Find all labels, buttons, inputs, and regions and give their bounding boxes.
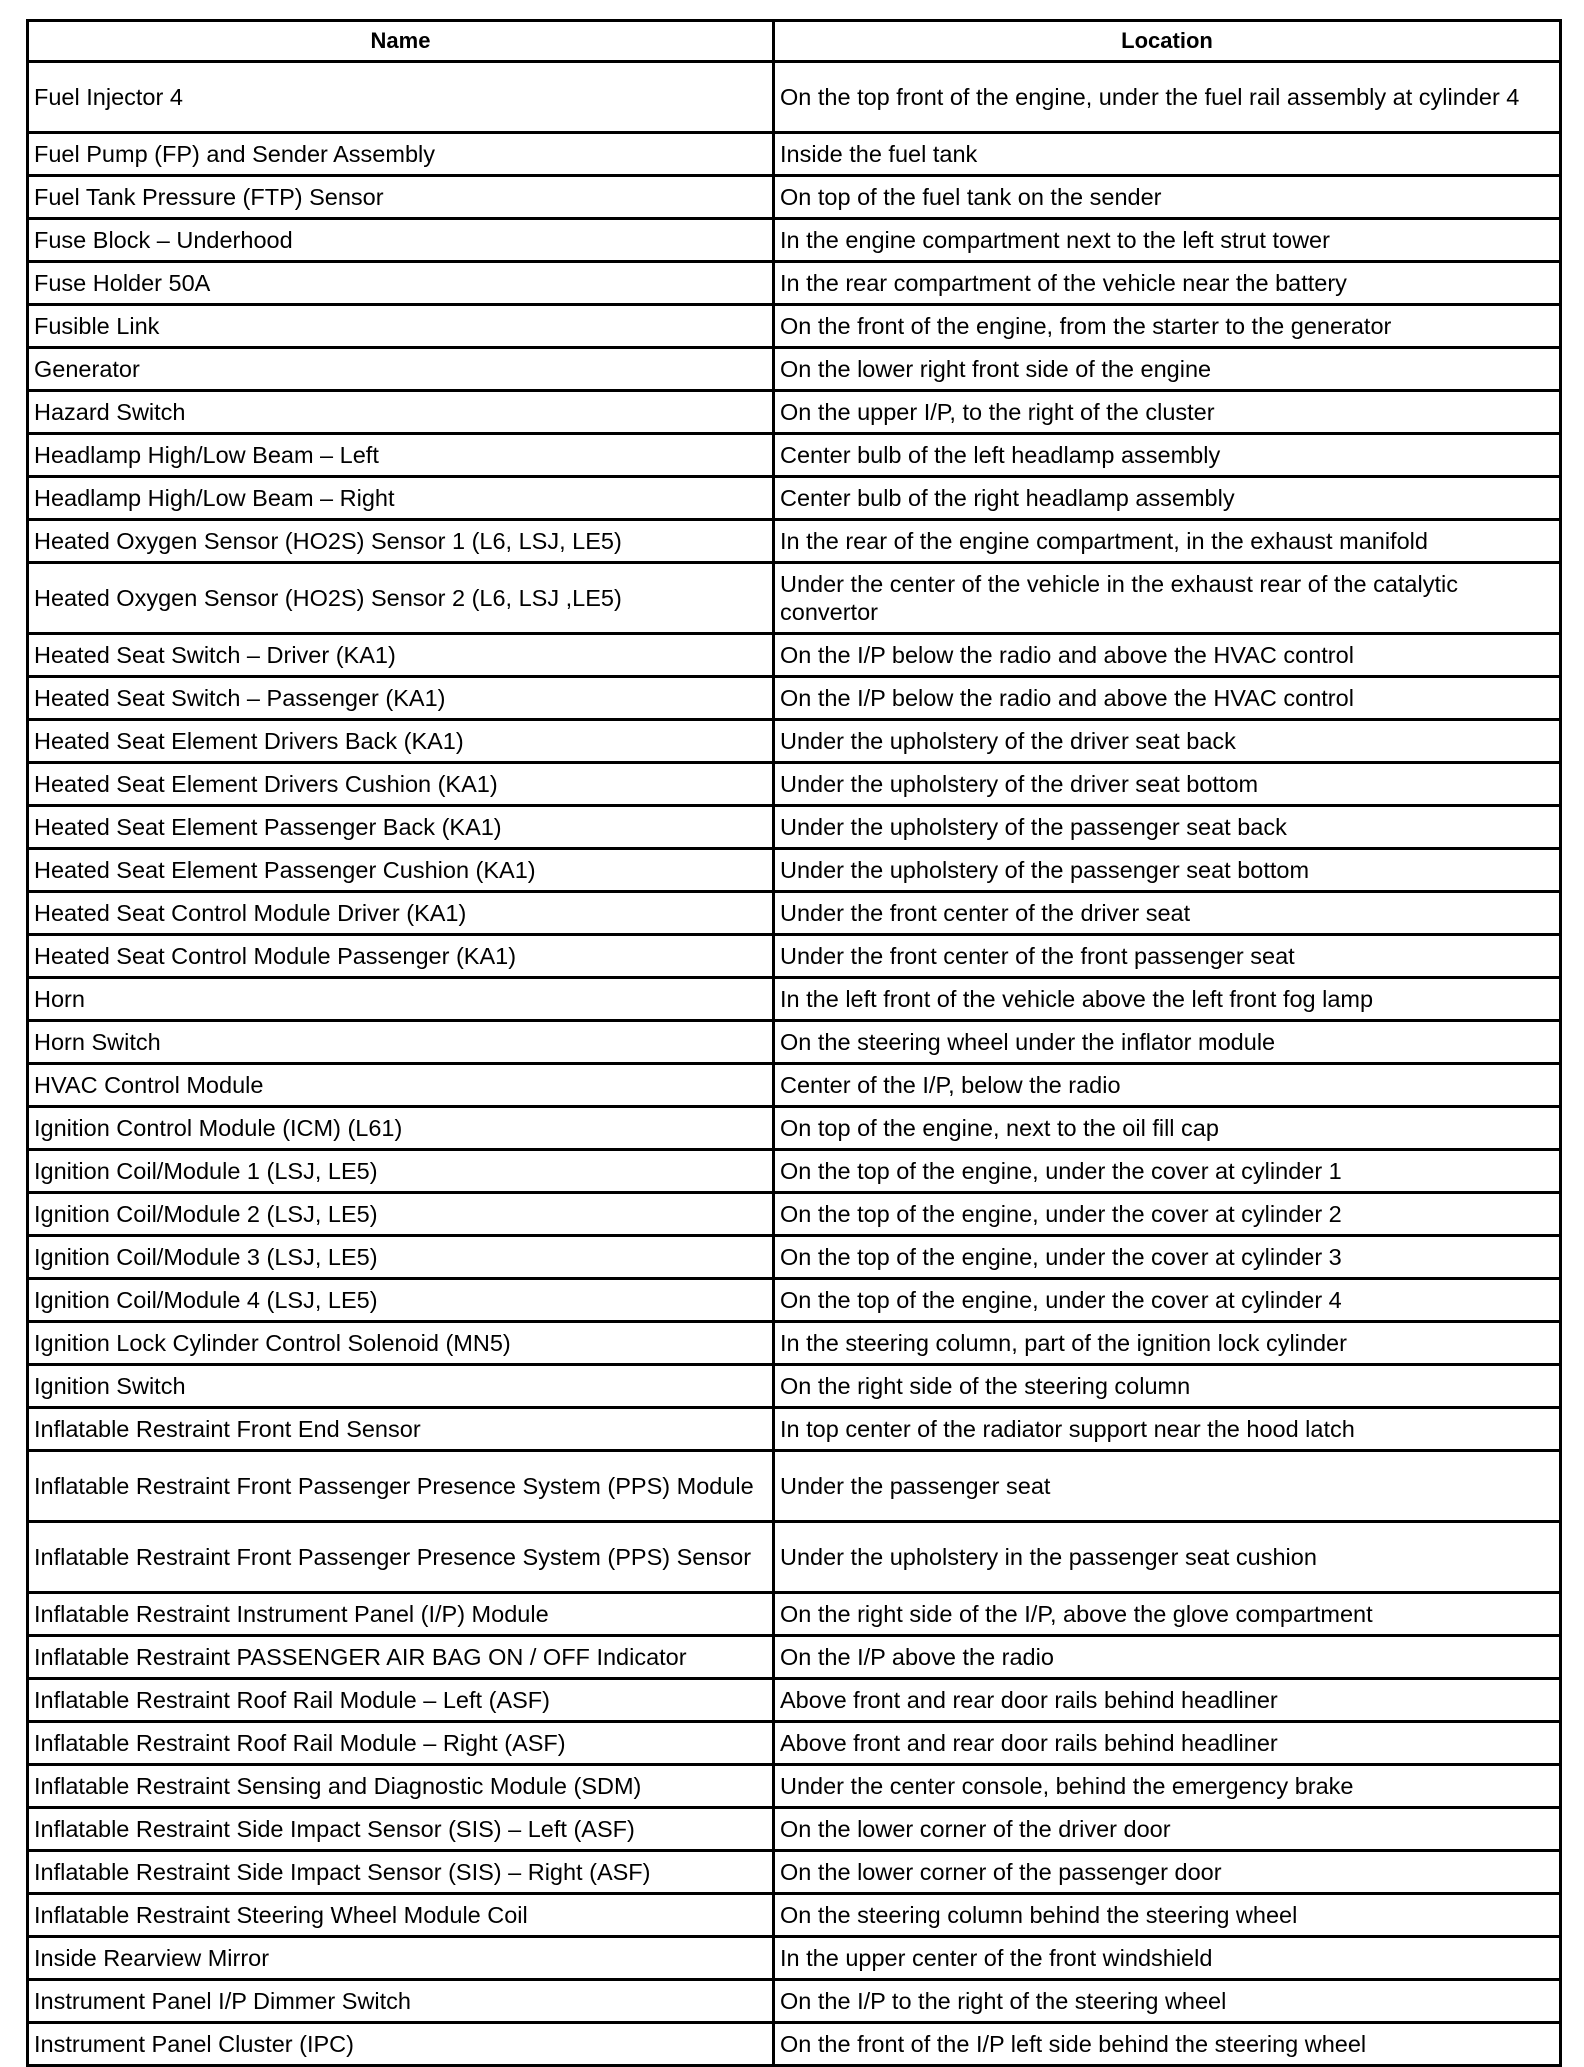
table-row bbox=[28, 520, 1561, 563]
table-row bbox=[28, 1150, 1561, 1193]
component-name-cell: Inflatable Restraint PASSENGER AIR BAG ON / OFF Indicator bbox=[28, 1636, 774, 1679]
table-row bbox=[28, 391, 1561, 434]
table-row bbox=[28, 348, 1561, 391]
component-name-cell: Ignition Coil/Module 1 (LSJ, LE5) bbox=[28, 1150, 774, 1193]
table-row bbox=[28, 892, 1561, 935]
component-name-cell: Ignition Lock Cylinder Control Solenoid (MN5) bbox=[28, 1322, 774, 1365]
table-row bbox=[28, 1937, 1561, 1980]
component-name-cell: Horn bbox=[28, 978, 774, 1021]
table-row bbox=[28, 806, 1561, 849]
component-location-cell: On the top of the engine, under the cover at cylinder 3 bbox=[774, 1236, 1561, 1279]
component-location-cell: On the right side of the I/P, above the glove compartment bbox=[774, 1593, 1561, 1636]
component-name-cell: Generator bbox=[28, 348, 774, 391]
component-location-cell: On the top front of the engine, under the fuel rail assembly at cylinder 4 bbox=[774, 62, 1561, 133]
table-row bbox=[28, 677, 1561, 720]
table-row bbox=[28, 1107, 1561, 1150]
component-location-cell: On the I/P to the right of the steering wheel bbox=[774, 1980, 1561, 2023]
table-row bbox=[28, 1679, 1561, 1722]
table-row bbox=[28, 1593, 1561, 1636]
component-location-cell: Under the upholstery of the passenger seat back bbox=[774, 806, 1561, 849]
component-location-cell: Under the passenger seat bbox=[774, 1451, 1561, 1522]
component-name-cell: Heated Seat Element Drivers Back (KA1) bbox=[28, 720, 774, 763]
component-location-cell: Under the upholstery of the driver seat bottom bbox=[774, 763, 1561, 806]
component-location-cell: On the front of the engine, from the starter to the generator bbox=[774, 305, 1561, 348]
component-location-cell: In the left front of the vehicle above the left front fog lamp bbox=[774, 978, 1561, 1021]
table-row bbox=[28, 1193, 1561, 1236]
component-name-cell: Ignition Coil/Module 4 (LSJ, LE5) bbox=[28, 1279, 774, 1322]
component-location-cell: Under the upholstery in the passenger seat cushion bbox=[774, 1522, 1561, 1593]
component-location-cell: On the lower right front side of the engine bbox=[774, 348, 1561, 391]
table-row bbox=[28, 305, 1561, 348]
component-name-cell: Inflatable Restraint Side Impact Sensor (SIS) – Right (ASF) bbox=[28, 1851, 774, 1894]
component-name-cell: Fuel Pump (FP) and Sender Assembly bbox=[28, 133, 774, 176]
table-row bbox=[28, 1765, 1561, 1808]
component-location-cell: Above front and rear door rails behind headliner bbox=[774, 1722, 1561, 1765]
component-name-cell: Heated Seat Element Passenger Back (KA1) bbox=[28, 806, 774, 849]
table-row bbox=[28, 262, 1561, 305]
component-name-cell: Heated Seat Control Module Driver (KA1) bbox=[28, 892, 774, 935]
component-name-cell: Inflatable Restraint Roof Rail Module – Left (ASF) bbox=[28, 1679, 774, 1722]
table-row bbox=[28, 1722, 1561, 1765]
component-location-cell: In the engine compartment next to the left strut tower bbox=[774, 219, 1561, 262]
component-name-cell: HVAC Control Module bbox=[28, 1064, 774, 1107]
component-location-cell: On the steering column behind the steering wheel bbox=[774, 1894, 1561, 1937]
table-row bbox=[28, 1408, 1561, 1451]
component-name-cell: Fusible Link bbox=[28, 305, 774, 348]
component-name-cell: Instrument Panel Cluster (IPC) bbox=[28, 2023, 774, 2066]
component-name-cell: Ignition Switch bbox=[28, 1365, 774, 1408]
component-name-cell: Inside Rearview Mirror bbox=[28, 1937, 774, 1980]
component-location-cell: On the I/P above the radio bbox=[774, 1636, 1561, 1679]
component-location-cell: On the lower corner of the passenger door bbox=[774, 1851, 1561, 1894]
column-header-location: Location bbox=[774, 21, 1561, 62]
component-location-cell: Under the upholstery of the passenger seat bottom bbox=[774, 849, 1561, 892]
table-row bbox=[28, 978, 1561, 1021]
table-row bbox=[28, 563, 1561, 634]
table-row bbox=[28, 763, 1561, 806]
component-location-cell: On top of the fuel tank on the sender bbox=[774, 176, 1561, 219]
component-location-cell: Under the center console, behind the emergency brake bbox=[774, 1765, 1561, 1808]
component-location-cell: Under the front center of the front passenger seat bbox=[774, 935, 1561, 978]
component-name-cell: Inflatable Restraint Front End Sensor bbox=[28, 1408, 774, 1451]
component-location-cell: On the top of the engine, under the cover at cylinder 2 bbox=[774, 1193, 1561, 1236]
component-name-cell: Fuse Holder 50A bbox=[28, 262, 774, 305]
header-row bbox=[28, 21, 1561, 62]
component-name-cell: Inflatable Restraint Sensing and Diagnostic Module (SDM) bbox=[28, 1765, 774, 1808]
table-row bbox=[28, 219, 1561, 262]
component-name-cell: Heated Seat Switch – Passenger (KA1) bbox=[28, 677, 774, 720]
component-name-cell: Headlamp High/Low Beam – Right bbox=[28, 477, 774, 520]
table-row bbox=[28, 133, 1561, 176]
table-row bbox=[28, 1808, 1561, 1851]
component-name-cell: Ignition Control Module (ICM) (L61) bbox=[28, 1107, 774, 1150]
table-row bbox=[28, 849, 1561, 892]
table-row bbox=[28, 935, 1561, 978]
table-row bbox=[28, 1365, 1561, 1408]
table-row bbox=[28, 2023, 1561, 2066]
table-row bbox=[28, 1064, 1561, 1107]
component-location-table bbox=[26, 19, 1562, 2067]
component-location-cell: Under the upholstery of the driver seat back bbox=[774, 720, 1561, 763]
component-location-cell: On the top of the engine, under the cover at cylinder 1 bbox=[774, 1150, 1561, 1193]
table-row bbox=[28, 720, 1561, 763]
table-row bbox=[28, 1636, 1561, 1679]
table-row bbox=[28, 176, 1561, 219]
component-name-cell: Headlamp High/Low Beam – Left bbox=[28, 434, 774, 477]
component-name-cell: Inflatable Restraint Steering Wheel Module Coil bbox=[28, 1894, 774, 1937]
component-name-cell: Inflatable Restraint Front Passenger Presence System (PPS) Sensor bbox=[28, 1522, 774, 1593]
component-name-cell: Hazard Switch bbox=[28, 391, 774, 434]
component-location-cell: Above front and rear door rails behind headliner bbox=[774, 1679, 1561, 1722]
component-name-cell: Inflatable Restraint Side Impact Sensor (SIS) – Left (ASF) bbox=[28, 1808, 774, 1851]
column-header-name: Name bbox=[28, 21, 774, 62]
table-row bbox=[28, 1021, 1561, 1064]
component-name-cell: Fuel Injector 4 bbox=[28, 62, 774, 133]
table-row bbox=[28, 62, 1561, 133]
table-body bbox=[28, 62, 1561, 2066]
component-location-cell: Under the center of the vehicle in the exhaust rear of the catalytic convertor bbox=[774, 563, 1561, 634]
component-location-cell: Center bulb of the right headlamp assembly bbox=[774, 477, 1561, 520]
table-row bbox=[28, 1522, 1561, 1593]
component-location-cell: On the steering wheel under the inflator module bbox=[774, 1021, 1561, 1064]
table-row bbox=[28, 634, 1561, 677]
component-name-cell: Heated Seat Control Module Passenger (KA1) bbox=[28, 935, 774, 978]
component-location-cell: On top of the engine, next to the oil fill cap bbox=[774, 1107, 1561, 1150]
component-location-cell: In the rear of the engine compartment, in the exhaust manifold bbox=[774, 520, 1561, 563]
component-name-cell: Inflatable Restraint Instrument Panel (I/P) Module bbox=[28, 1593, 774, 1636]
component-name-cell: Inflatable Restraint Front Passenger Presence System (PPS) Module bbox=[28, 1451, 774, 1522]
component-location-cell: In the upper center of the front windshield bbox=[774, 1937, 1561, 1980]
table-row bbox=[28, 1851, 1561, 1894]
component-location-cell: Inside the fuel tank bbox=[774, 133, 1561, 176]
table-row bbox=[28, 1980, 1561, 2023]
component-location-cell: Center of the I/P, below the radio bbox=[774, 1064, 1561, 1107]
component-location-cell: On the lower corner of the driver door bbox=[774, 1808, 1561, 1851]
component-name-cell: Ignition Coil/Module 2 (LSJ, LE5) bbox=[28, 1193, 774, 1236]
component-location-cell: In the steering column, part of the ignition lock cylinder bbox=[774, 1322, 1561, 1365]
component-location-cell: Center bulb of the left headlamp assembly bbox=[774, 434, 1561, 477]
component-location-cell: On the top of the engine, under the cover at cylinder 4 bbox=[774, 1279, 1561, 1322]
component-location-cell: On the I/P below the radio and above the HVAC control bbox=[774, 634, 1561, 677]
table-row bbox=[28, 1322, 1561, 1365]
component-location-cell: On the I/P below the radio and above the HVAC control bbox=[774, 677, 1561, 720]
component-location-cell: On the right side of the steering column bbox=[774, 1365, 1561, 1408]
component-name-cell: Inflatable Restraint Roof Rail Module – Right (ASF) bbox=[28, 1722, 774, 1765]
component-name-cell: Fuel Tank Pressure (FTP) Sensor bbox=[28, 176, 774, 219]
table-row bbox=[28, 1279, 1561, 1322]
component-location-cell: On the front of the I/P left side behind the steering wheel bbox=[774, 2023, 1561, 2066]
component-name-cell: Horn Switch bbox=[28, 1021, 774, 1064]
component-name-cell: Heated Oxygen Sensor (HO2S) Sensor 1 (L6, LSJ, LE5) bbox=[28, 520, 774, 563]
component-name-cell: Ignition Coil/Module 3 (LSJ, LE5) bbox=[28, 1236, 774, 1279]
component-location-cell: On the upper I/P, to the right of the cluster bbox=[774, 391, 1561, 434]
component-name-cell: Fuse Block – Underhood bbox=[28, 219, 774, 262]
component-location-cell: In the rear compartment of the vehicle near the battery bbox=[774, 262, 1561, 305]
component-name-cell: Heated Seat Element Passenger Cushion (KA1) bbox=[28, 849, 774, 892]
component-name-cell: Heated Seat Switch – Driver (KA1) bbox=[28, 634, 774, 677]
component-name-cell: Instrument Panel I/P Dimmer Switch bbox=[28, 1980, 774, 2023]
component-location-cell: Under the front center of the driver seat bbox=[774, 892, 1561, 935]
table-row bbox=[28, 434, 1561, 477]
component-name-cell: Heated Seat Element Drivers Cushion (KA1) bbox=[28, 763, 774, 806]
table-row bbox=[28, 1894, 1561, 1937]
table-row bbox=[28, 1236, 1561, 1279]
component-location-cell: In top center of the radiator support near the hood latch bbox=[774, 1408, 1561, 1451]
table-row bbox=[28, 1451, 1561, 1522]
component-name-cell: Heated Oxygen Sensor (HO2S) Sensor 2 (L6, LSJ ,LE5) bbox=[28, 563, 774, 634]
table-row bbox=[28, 477, 1561, 520]
